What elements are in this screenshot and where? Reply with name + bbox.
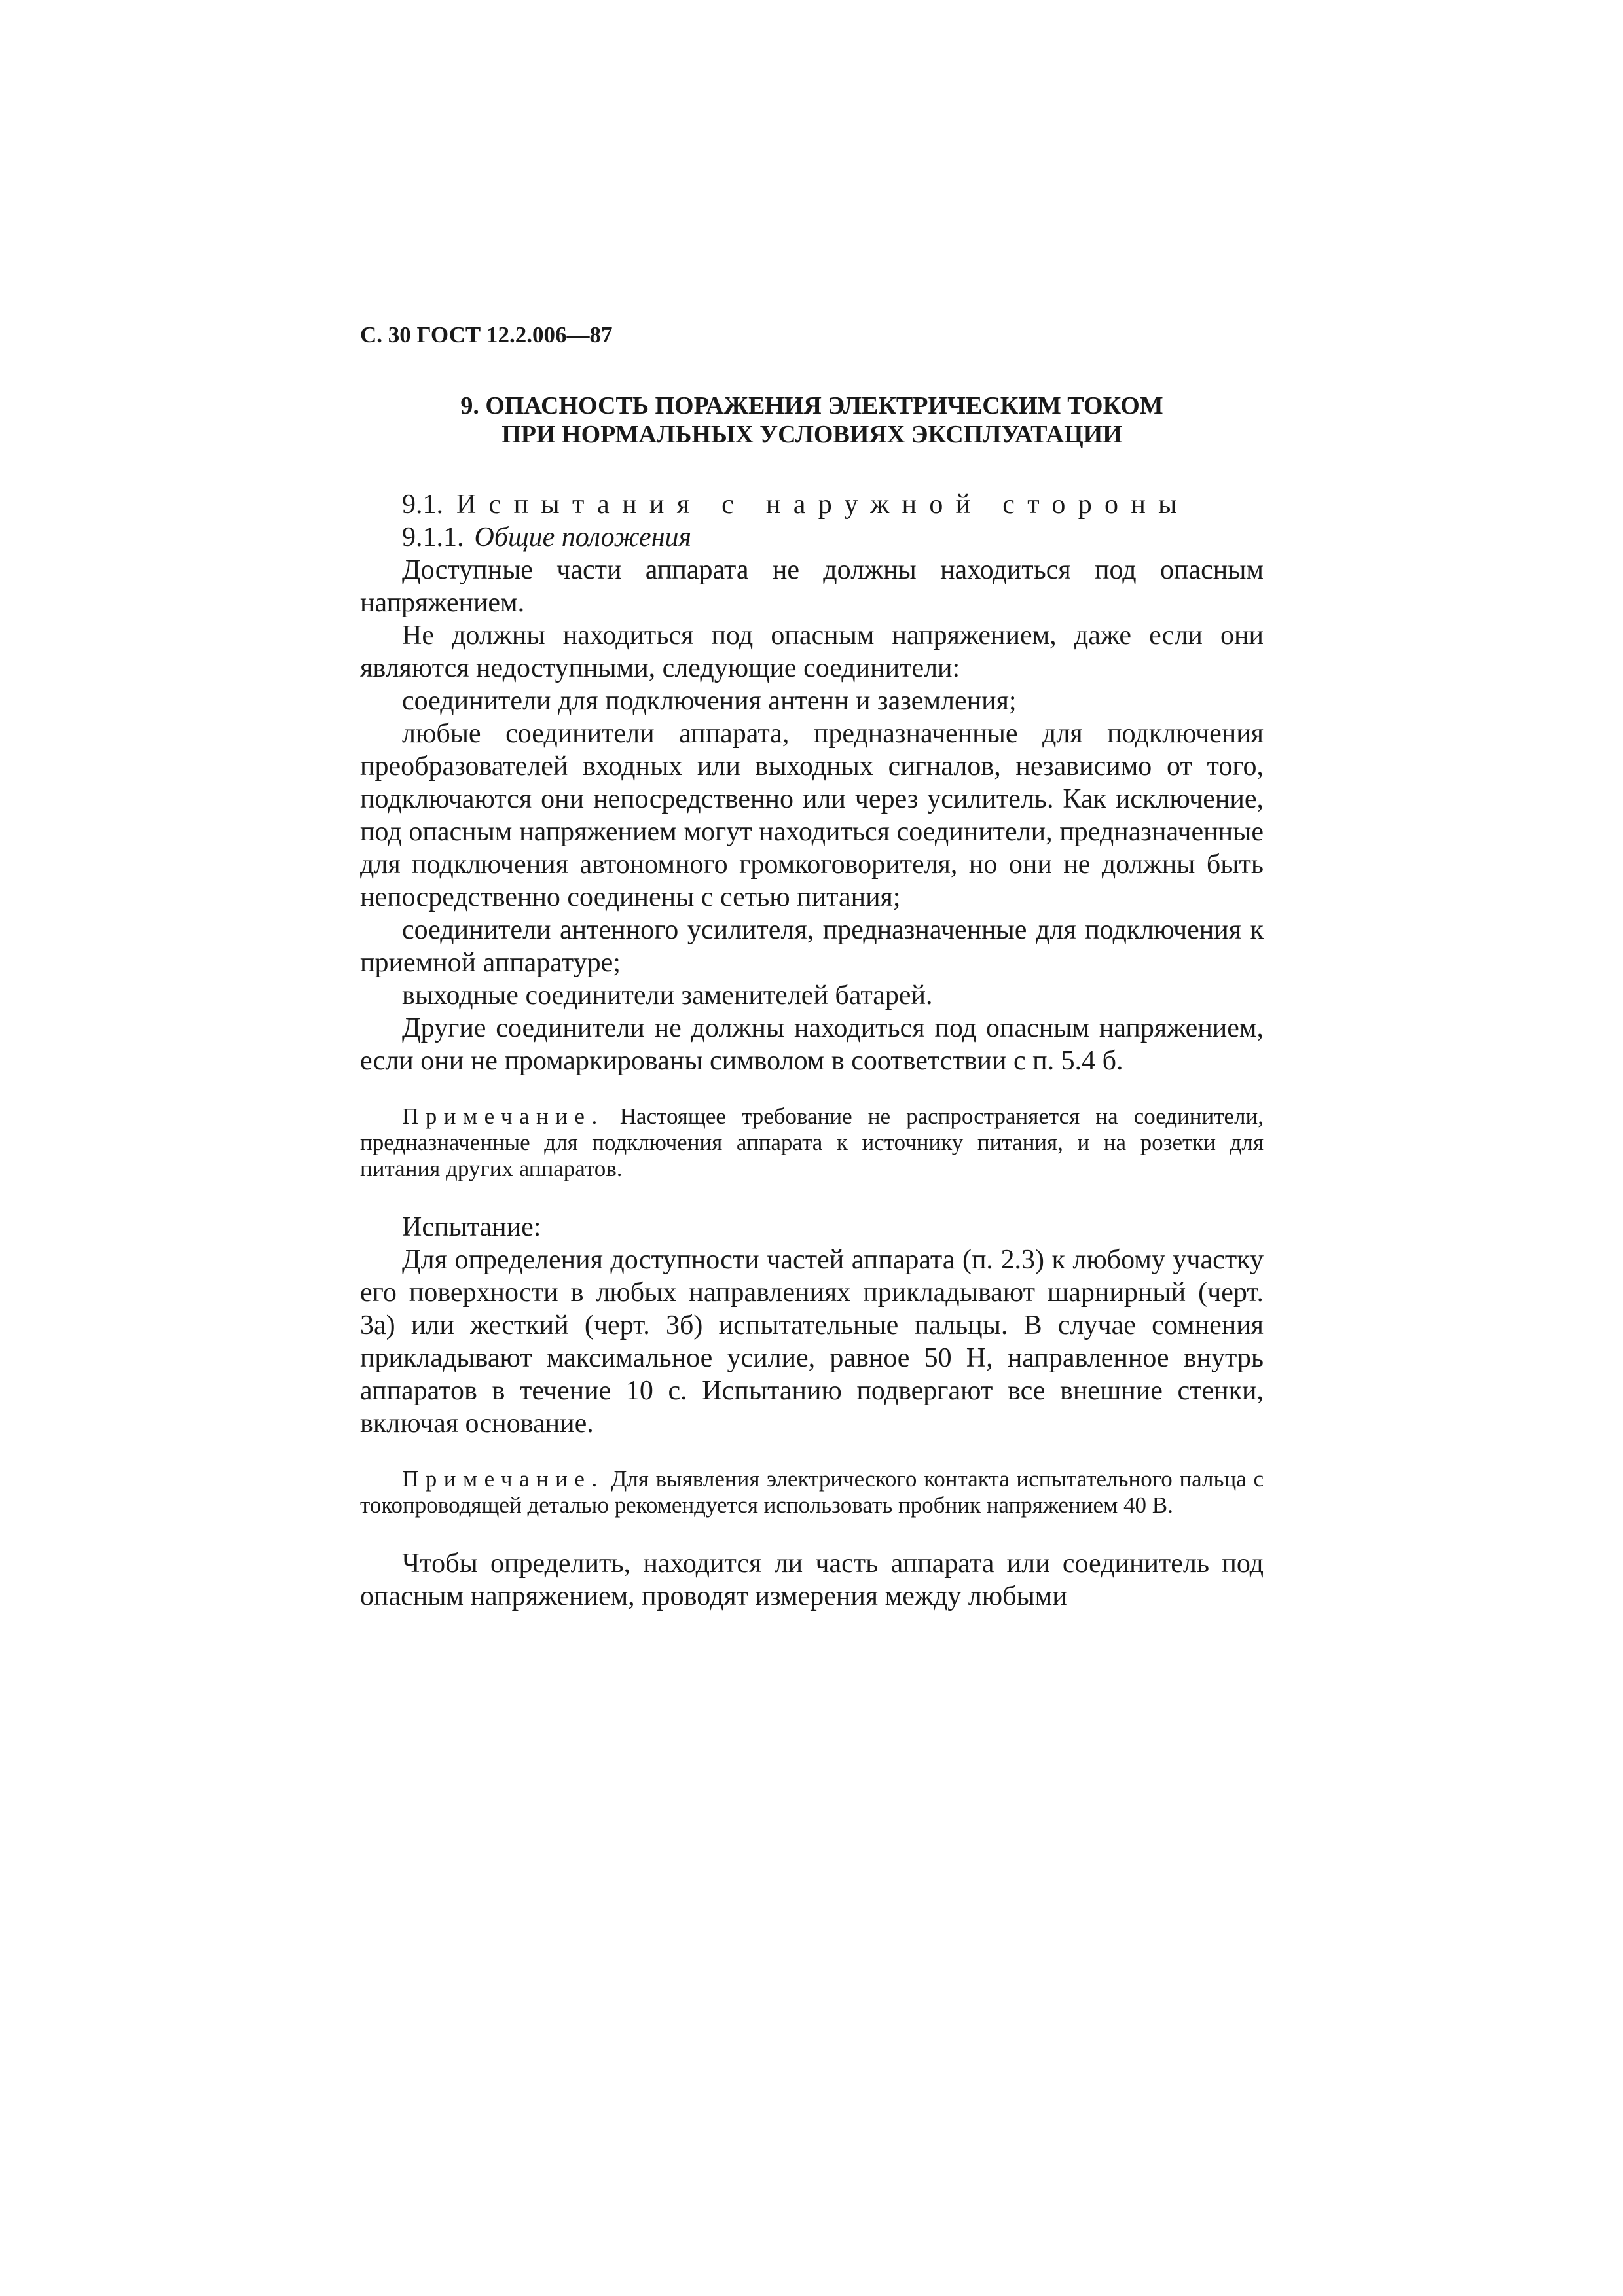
subsection-title: Испытания с наружной стороны — [456, 490, 1190, 520]
list-item: соединители для подключения антенн и заземления; — [402, 686, 1017, 716]
subsection-number: 9.1. — [402, 490, 443, 520]
subsection-heading — [360, 488, 1264, 521]
section-title — [360, 391, 1264, 449]
paragraph: Не должны находиться под опасным напряжением, даже если они являются недоступными, следующие соединители: — [360, 620, 1264, 683]
final-paragraph: Чтобы определить, находится ли часть аппарата или соединитель под опасным напряжением, проводят измерения между любыми — [360, 1549, 1264, 1611]
list-item: любые соединители аппарата, предназначенные для подключения преобразователей входных или выходных сигналов, независимо от того, подключаются они непосредственно или через усилитель. Как исключение, под опасным напряжением могут находиться соединители, предназначенные для подключения автономного громкоговорителя, но они не должны быть непосредственно соединены с сетью питания; — [360, 719, 1264, 912]
note-text: Для выявления электрического контакта испытательного пальца с токопроводящей деталью рекомендуется использовать пробник напряжением 40 В. — [360, 1466, 1264, 1518]
test-paragraph: Для определения доступности частей аппарата (п. 2.3) к любому участку его поверхности в любых направлениях прикладывают шарнирный (черт. 3а) или жесткий (черт. 3б) испытательные пальцы. В случае сомнения прикладывают максимальное усилие, равное 50 Н, направленное внутрь аппаратов в течение 10 с. Испытанию подвергают все внешние стенки, включая основание. — [360, 1245, 1264, 1439]
note-label: Примечание. — [402, 1103, 604, 1129]
clause-number: 9.1.1. — [402, 522, 464, 552]
test-label: Испытание: — [402, 1212, 541, 1242]
page-header: С. 30 ГОСТ 12.2.006—87 — [360, 322, 613, 348]
list-item: выходные соединители заменителей батарей. — [402, 980, 933, 1011]
section-title-line-1: 9. ОПАСНОСТЬ ПОРАЖЕНИЯ ЭЛЕКТРИЧЕСКИМ ТОКОМ — [460, 392, 1163, 420]
section-title-line-2: ПРИ НОРМАЛЬНЫХ УСЛОВИЯХ ЭКСПЛУАТАЦИИ — [501, 421, 1122, 448]
note-text: Настоящее требование не распространяется на соединители, предназначенные для подключения аппарата к источнику питания, и на розетки для питания других аппаратов. — [360, 1103, 1264, 1181]
document-page — [360, 321, 1264, 1613]
note-2 — [360, 1466, 1264, 1518]
paragraph: Другие соединители не должны находиться под опасным напряжением, если они не промаркированы символом в соответствии с п. 5.4 б. — [360, 1013, 1264, 1076]
clause-heading — [360, 521, 1264, 554]
paragraph: Доступные части аппарата не должны находиться под опасным напряжением. — [360, 555, 1264, 618]
note-label: Примечание. — [402, 1466, 604, 1492]
clause-title: Общие положения — [474, 522, 692, 552]
note-1 — [360, 1103, 1264, 1182]
list-item: соединители антенного усилителя, предназначенные для подключения к приемной аппаратуре; — [360, 915, 1264, 978]
